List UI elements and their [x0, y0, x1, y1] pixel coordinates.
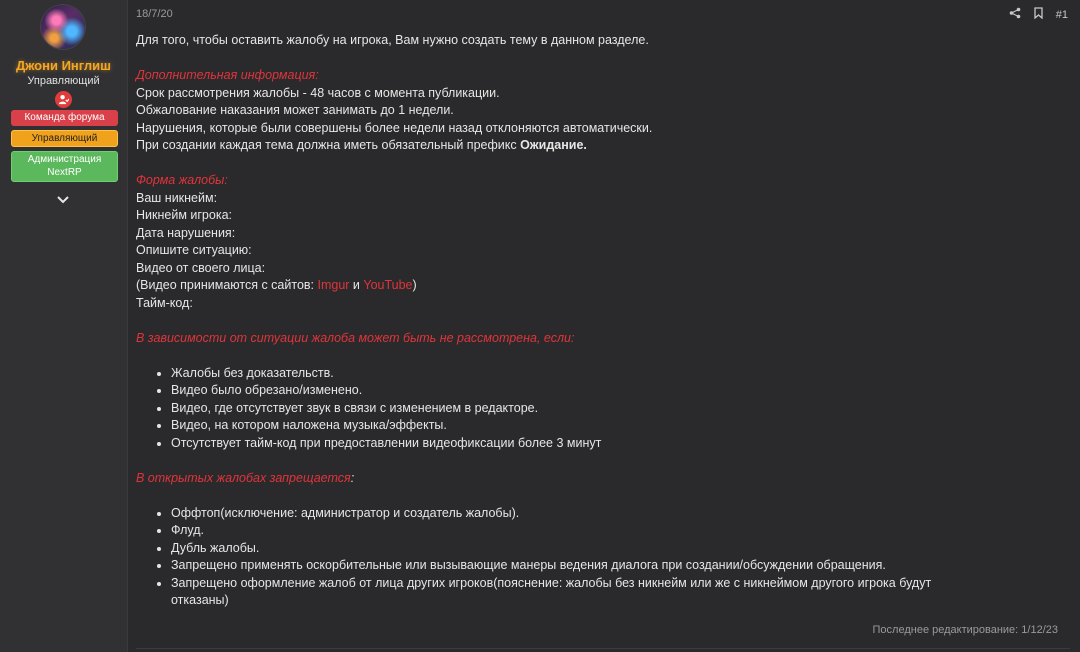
badge-forum-team: Команда форума: [11, 110, 118, 126]
post-date[interactable]: 18/7/20: [136, 8, 173, 20]
imgur-link[interactable]: Imgur: [317, 278, 350, 292]
list-item: • Видео, на котором наложена музыка/эффекты.: [171, 417, 1070, 435]
chevron-down-icon[interactable]: [56, 192, 70, 204]
user-avatar[interactable]: [41, 5, 85, 49]
form-line: Ваш никнейм:: [136, 190, 218, 205]
post-actions: [1009, 6, 1068, 24]
list-item: • Видео, где отсутствует звук в связи с изменением в редакторе.: [171, 400, 1070, 418]
list-item: • Отсутствует тайм-код при предоставлении видеофиксации более 3 минут: [171, 435, 1070, 453]
reject-list: [136, 365, 1070, 453]
youtube-link[interactable]: YouTube: [363, 278, 413, 292]
prefix-bold: Ожидание.: [520, 138, 587, 152]
form-line: Опишите ситуацию:: [136, 243, 252, 257]
user-sidebar: [0, 0, 128, 652]
intro-text: Для того, чтобы оставить жалобу на игрока, Вам нужно создать тему в данном разделе.: [136, 33, 649, 47]
user-title: Управляющий: [27, 75, 100, 87]
forbid-heading: В открытых жалобах запрещается: [136, 470, 351, 485]
info-line: Срок рассмотрения жалобы - 48 часов с момента публикации.: [136, 85, 500, 100]
form-line: Никнейм игрока:: [136, 208, 232, 222]
info-heading: Дополнительная информация:: [136, 68, 319, 82]
prefix-line: При создании каждая тема должна иметь обязательный префикс Ожидание.: [136, 138, 587, 152]
list-item: • Жалобы без доказательств.: [171, 365, 1070, 383]
reject-heading: В зависимости от ситуации жалоба может быть не рассмотрена, если:: [136, 330, 575, 345]
info-line: Нарушения, которые были совершены более недели назад отклоняются автоматически.: [136, 120, 653, 135]
info-line: Обжалование наказания может занимать до 1 недели.: [136, 103, 454, 117]
forbid-list: [136, 505, 1070, 610]
form-heading: Форма жалобы:: [136, 173, 228, 187]
form-line: Видео от своего лица:: [136, 260, 266, 275]
list-item: • Запрещено применять оскорбительные или вызывающие манеры ведения диалога при создании/обсуждении обращения.: [171, 557, 1070, 575]
post-body: [136, 32, 1070, 610]
share-icon[interactable]: [1009, 6, 1021, 24]
username[interactable]: Джони Инглиш: [16, 58, 111, 73]
badge-administration: Администрация NextRP: [11, 151, 118, 182]
staff-icon: [55, 91, 72, 108]
last-edited: Последнее редактирование: 1/12/23: [872, 624, 1058, 636]
timecode-line: Тайм-код:: [136, 295, 193, 310]
post-number[interactable]: #1: [1055, 9, 1068, 21]
badge-manager: Управляющий: [11, 130, 118, 147]
list-item: • Запрещено оформление жалоб от лица других игроков(пояснение: жалобы без никнейм или же с никнеймом другого игрока будут отказаны): [171, 575, 961, 610]
divider: [136, 648, 1070, 649]
list-item: • Дубль жалобы.: [171, 540, 1070, 558]
list-item: • Видео было обрезано/изменено.: [171, 382, 1070, 400]
list-item: • Оффтоп(исключение: администратор и создатель жалобы).: [171, 505, 1070, 523]
video-sources-line: (Видео принимаются с сайтов: Imgur и YouTube): [136, 278, 417, 292]
post-main: [136, 0, 1070, 652]
list-item: • Флуд.: [171, 522, 1070, 540]
forbid-heading-line: В открытых жалобах запрещается:: [136, 470, 355, 485]
form-line: Дата нарушения:: [136, 225, 236, 240]
bookmark-icon[interactable]: [1033, 6, 1044, 24]
